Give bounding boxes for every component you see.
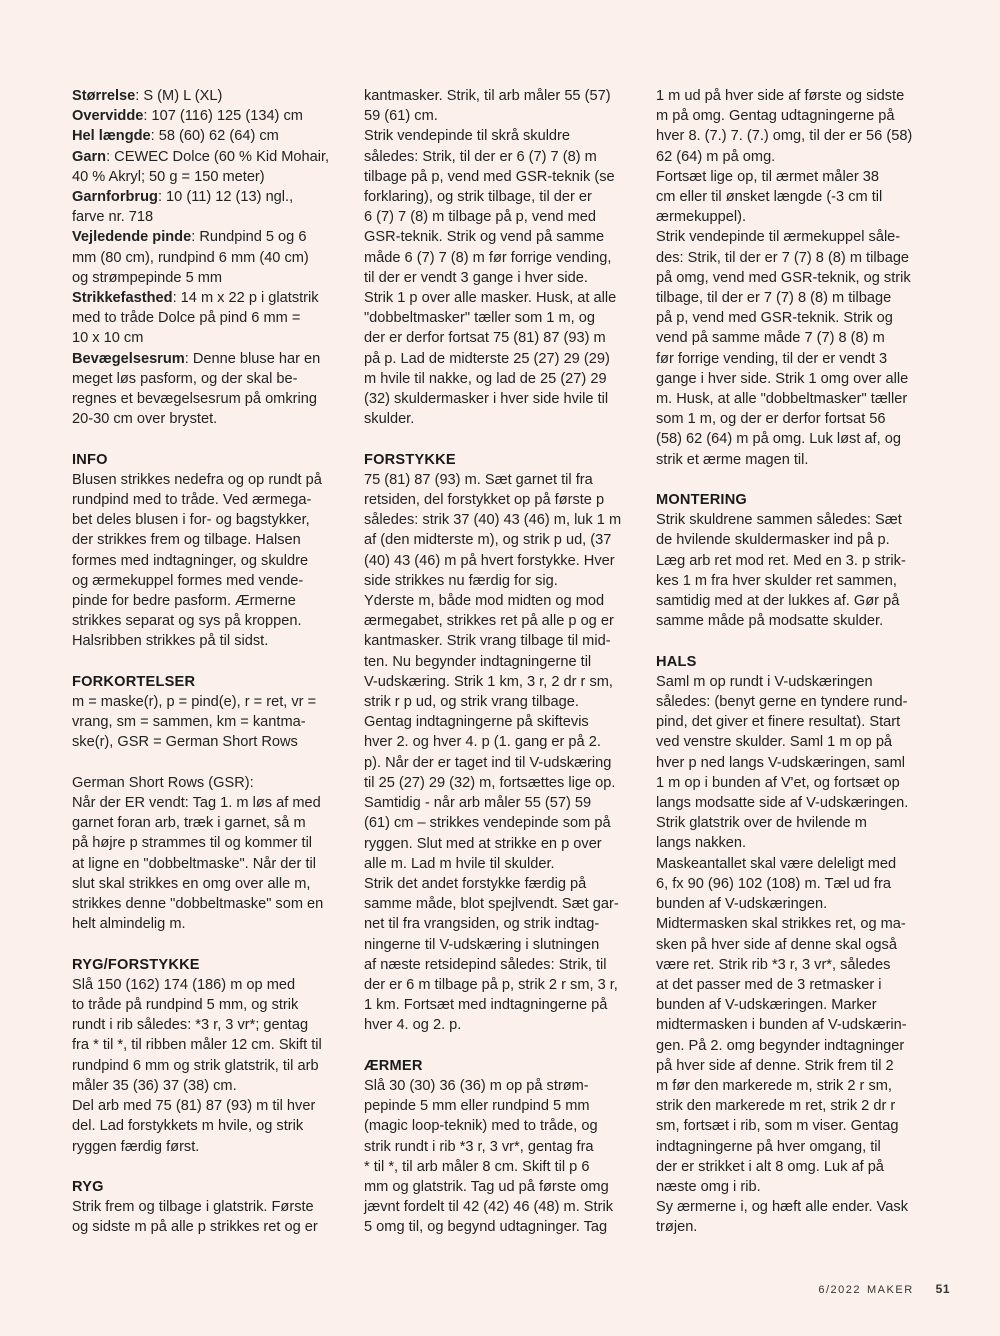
sleeves-text: Slå 30 (30) 36 (36) m op på strøm- pepinde 5 mm eller rundpind 5 mm (magic loop-teknik) med to tråde, og strik rundt i rib *3 r, 3 vr*, gentag fra * til *, til arb måler 8 cm. Skift til p 6 mm og glatstrik. Tag ud på første omg jævnt fordelt til 42 (42) 46 (48) m. Strik 5 omg til, og begynd udtagninger. Tag: [364, 1077, 613, 1236]
spec-needles: Vejledende pinde: Rundpind 5 og 6 mm (80 cm), rundpind 6 mm (40 cm) og strømpepinde 5 mm: [72, 229, 309, 286]
gsr-text: Når der ER vendt: Tag 1. m løs af med garnet foran arb, træk i garnet, så m på højre p strammes til og kommer til at ligne en "dobbeltmaske". Når der til slut skal strikkes en omg over alle m, strikkes denne "dobbeltmaske" som en helt almindelig m.: [72, 795, 324, 933]
abbreviations-text: m = maske(r), p = pind(e), r = ret, vr = vrang, sm = sammen, km = kantma- ske(r), GSR = German Short Rows: [72, 694, 317, 751]
gsr-title: German Short Rows (GSR):: [72, 774, 254, 791]
spec-length: Hel længde: 58 (60) 62 (64) cm: [72, 128, 279, 145]
assembly-text: Strik skuldrene sammen således: Sæt de hvilende skuldermasker ind på p. Læg arb ret mod ret. Med en 3. p strik- kes 1 m fra hver skulder ret sammen, samtidig med at der lukkes af. Gør på samme måde på modsatte skulder.: [656, 512, 906, 630]
spec-gauge: Strikkefasthed: 14 m x 22 p i glatstrik med to tråde Dolce på pind 6 mm = 10 x 10 cm: [72, 290, 319, 347]
back-heading: RYG: [72, 1178, 104, 1195]
back-front-heading: RYG/FORSTYKKE: [72, 956, 200, 973]
front-text-2: Yderste m, både mod midten og mod ærmegabet, strikkes ret på alle p og er kantmasker. Strik vrang tilbage til mid- ten. Nu begynder indtagningerne til V-udskæring. Strik 1 km, 3 r, 2 dr r sm, strik r p ud, og strik vrang tilbage. Gentag indtagningerne på skiftevis hver 2. og hver 4. p (1. gang er på 2. p). Når der er taget ind til V-udskæring til 25 (27) 29 (32) m, fortsættes lige op. Samtidig - når arb måler 55 (57) 59 (61) cm – strikkes vendepinde som på ryggen. Slut med at strikke en p over alle m. Lad m hvile til skulder.: [364, 593, 616, 872]
front-text: 75 (81) 87 (93) m. Sæt garnet til fra retsiden, del forstykket op på første p således: strik 37 (40) 43 (46) m, luk 1 m af (den midterste m), og strik p ud, (37 (40) 43 (46) m på hvert forstykke. Hver side strikkes nu færdig for sig.: [364, 471, 622, 589]
front-text-3: Strik det andet forstykke færdig på samme måde, blot spejlvendt. Sæt gar- net til fra vrangsiden, og strik indtag- ningerne til V-udskæring i slutningen af næste retsidepind således: Strik, til der er 6 m tilbage på p, strik 2 r sm, 3 r, 1 km. Fortsæt med indtagningerne på hver 4. og 2. p.: [364, 875, 619, 1034]
neck-text-3: Midtermasken skal strikkes ret, og ma- sken på hver side af denne skal også være ret. Strik rib *3 r, 3 vr*, således at det passer med de 3 retmasker i bunden af V-udskæringen. Marker midtermasken i bunden af V-udskærin- gen. På 2. omg begynder indtagninger på hver side af denne. Strik frem til 2 m før den markerede m, strik 2 r sm, strik den markerede m ret, strik 2 dr r sm, fortsæt i rib, som m viser. Gentag indtagningerne på hver omgang, til der er strikket i alt 8 omg. Luk af på næste omg i rib.: [656, 916, 907, 1195]
spec-size: Størrelse: S (M) L (XL): [72, 88, 223, 104]
abbreviations-heading: FORKORTELSER: [72, 673, 196, 690]
spec-ease: Bevægelsesrum: Denne bluse har en meget løs pasform, og der skal be- regnes et bevægelsesrum på omkring 20-30 cm over brystet.: [72, 350, 321, 428]
spec-yarn: Garn: CEWEC Dolce (60 % Kid Mohair, 40 % Akryl; 50 g = 150 meter): [72, 148, 330, 185]
front-heading: FORSTYKKE: [364, 451, 456, 468]
spec-chest: Overvidde: 107 (116) 125 (134) cm: [72, 108, 303, 125]
sleeves-heading: ÆRMER: [364, 1057, 423, 1074]
back-shoulder-text: Strik vendepinde til skrå skuldre således: Strik, til der er 6 (7) 7 (8) m tilbage på p, vend med GSR-teknik (se forklaring), og strik tilbage, til der er 6 (7) 7 (8) m tilbage på p, vend med GSR-teknik. Strik og vend på samme måde 6 (7) 7 (8) m før forrige vending, til der er vendt 3 gange i hver side. Strik 1 p over alle masker. Husk, at alle "dobbeltmasker" tæller som 1 m, og der er derfor fortsat 75 (81) 87 (93) m på p. Lad de midterste 25 (27) 29 (29) m hvile til nakke, og lad de 25 (27) 29 (32) skuldermasker i hver side hvile til skulder.: [364, 128, 617, 428]
spec-list: [72, 86, 352, 429]
info-heading: INFO: [72, 451, 108, 468]
back-front-text-2: Del arb med 75 (81) 87 (93) m til hver del. Lad forstykkets m hvile, og strik ryggen færdig først.: [72, 1098, 316, 1155]
back-front-text: Slå 150 (162) 174 (186) m op med to tråde på rundpind 5 mm, og strik rundt i rib således: *3 r, 3 vr*; gentag fra * til *, til ribben måler 12 cm. Skift til rundpind 6 mm og strik glatstrik, til arb måler 35 (36) 37 (38) cm.: [72, 976, 322, 1094]
column-1: [72, 86, 352, 1238]
sleeves-text-cont: 1 m ud på hver side af første og sidste m på omg. Gentag udtagningerne på hver 8. (7.) 7. (7.) omg, til der er 56 (58) 62 (64) m på omg.: [656, 88, 913, 165]
assembly-heading: MONTERING: [656, 492, 747, 509]
sleeves-cap-text: Strik vendepinde til ærmekuppel såle- des: Strik, til der er 7 (7) 8 (8) m tilbage på omg, vend med GSR-teknik, og strik tilbage, til der er 7 (7) 8 (8) m tilbage på p, vend med GSR-teknik. Strik og vend på samme måde 7 (7) 8 (8) m før forrige vending, til der er vendt 3 gange i hver side. Strik 1 omg over alle m. Husk, at alle "dobbeltmasker" tæller som 1 m, og der er derfor fortsat 56 (58) 62 (64) m på omg. Luk løst af, og strik et ærme magen til.: [656, 229, 911, 468]
back-text-cont: kantmasker. Strik, til arb måler 55 (57) 59 (61) cm.: [364, 88, 611, 125]
issue-number: 6/2022: [818, 1284, 862, 1296]
back-text: Strik frem og tilbage i glatstrik. Første og sidste m på alle p strikkes ret og er: [72, 1199, 318, 1236]
neck-text-4: Sy ærmerne i, og hæft alle ender. Vask trøjen.: [656, 1199, 908, 1236]
neck-text: Saml m op rundt i V-udskæringen således: (benyt gerne en tyndere rund- pind, det giver et finere resultat). Start ved venstre skulder. Saml 1 m op på hver p ned langs V-udskæringen, saml 1 m op i bunden af V'et, og fortsæt op langs modsatte side af V-udskæringen. Strik glatstrik over de hvilende m langs nakken.: [656, 673, 909, 852]
magazine-name: MAKER: [867, 1284, 914, 1296]
column-2: [364, 86, 639, 1238]
sleeves-text-cont-2: Fortsæt lige op, til ærmet måler 38 cm eller til ønsket længde (-3 cm til ærmekuppel).: [656, 168, 883, 226]
page-footer: [780, 1282, 950, 1296]
spec-yarn-usage: Garnforbrug: 10 (11) 12 (13) ngl., farve nr. 718: [72, 189, 294, 226]
info-text: Blusen strikkes nedefra og op rundt på rundpind med to tråde. Ved ærmega- bet deles blusen i for- og bagstykker, der strikkes frem og tilbage. Halsen formes med indtagninger, og skuldre og ærmekuppel formes med vende- pinde for bedre pasform. Ærmerne strikkes separat og sys på kroppen. Halsribben strikkes på til sidst.: [72, 471, 322, 650]
neck-heading: HALS: [656, 653, 697, 670]
column-3: [656, 86, 932, 1238]
page-number: 51: [935, 1282, 950, 1296]
neck-text-2: Maskeantallet skal være deleligt med 6, fx 90 (96) 102 (108) m. Tæl ud fra bunden af V-udskæringen.: [656, 855, 897, 913]
